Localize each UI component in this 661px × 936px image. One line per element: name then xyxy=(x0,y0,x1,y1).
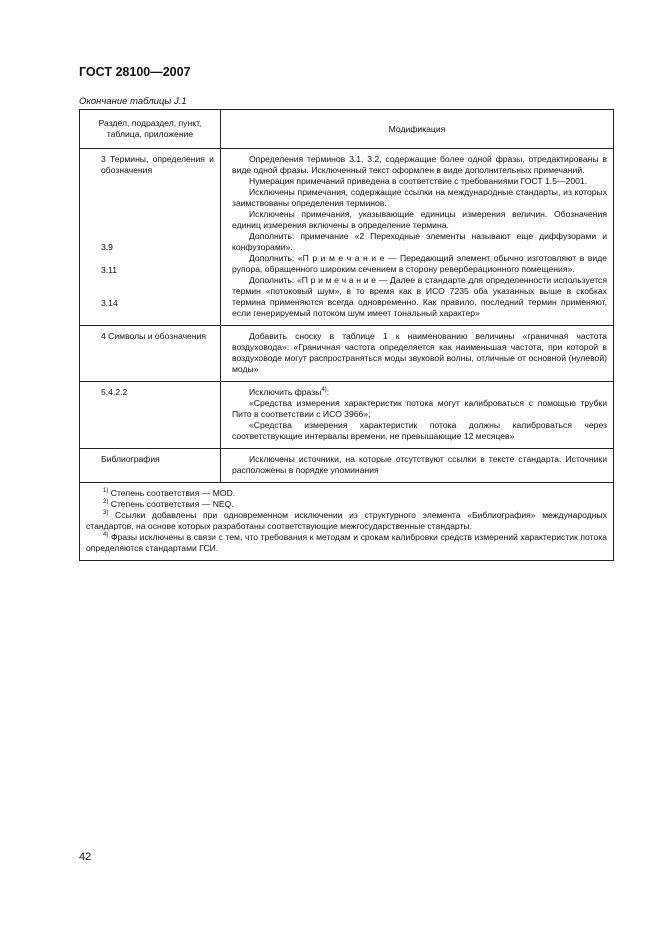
table-row xyxy=(80,449,614,483)
modification-text: Определения терминов 3.1, 3.2, содержащие более одной фразы, отредактированы в виде одной фразы. Исключенный текст оформлен в виде дополнительных примечаний. xyxy=(232,154,607,175)
modification-text: «Средства измерения характеристик потока могут калиброваться с помощью трубки Пито в соответствии с ИСО 3966»; xyxy=(232,398,607,419)
modification-table xyxy=(79,109,614,561)
footnote: $^{2)}$ Степень соответствия — NEQ. xyxy=(103,499,234,509)
table-caption: Окончание таблицы J.1 xyxy=(79,96,187,107)
modification-text: Нумерация примечаний приведена в соответствие с требованиями ГОСТ 1.5—2001. xyxy=(249,176,588,186)
table-header-row xyxy=(80,110,614,149)
document-title: ГОСТ 28100—2007 xyxy=(79,65,191,79)
modification-text: Исключены примечания, указывающие единицы измерения величин. Обозначения единиц измерения включены в определение термина. xyxy=(232,209,607,230)
section-label: Библиография xyxy=(101,454,160,464)
modification-text: Дополнить: «П р и м е ч а н и е — Передающий элемент обычно изготовляют в виде рупора, обращенного широким сечением в сторону реверберационного помещения». xyxy=(232,253,607,274)
section-cell xyxy=(80,449,221,483)
section-cell xyxy=(80,326,221,382)
section-label: 3.9 xyxy=(101,242,113,252)
modification-text: Исключены примечания, содержащие ссылки на международные стандарты, из которых заимствованы определения терминов. xyxy=(232,187,607,208)
table-row xyxy=(80,326,614,382)
section-label: 3.11 xyxy=(101,265,118,275)
footnotes-row xyxy=(80,483,614,561)
modification-cell xyxy=(221,449,614,483)
footnote-ref: 4) xyxy=(321,387,327,394)
table-row xyxy=(80,149,614,326)
section-cell xyxy=(80,382,221,449)
modification-text: «Средства измерения характеристик потока должны калиброваться через соответствующие интервалы времени, не превышающие 12 месяцев» xyxy=(232,420,607,441)
modification-text: Дополнить: «П р и м е ч а н и е — Далее в стандарте для определенности используется термин «потоковый шум», в то время как в ИСО 7235 оба указанных выше в скобках термина применяются всегда одновременно. Как правило, последний термин применяют, если генерируемый потоком шум имеет тональный характер» xyxy=(232,275,607,318)
section-cell xyxy=(80,149,221,326)
modification-cell xyxy=(221,149,614,326)
footnote: $^{4)}$ Фразы исключены в связи с тем, что требования к методам и срокам калибровки средств измерений характеристик потока определяются стандартами ГСИ. xyxy=(86,532,607,553)
footnote: $^{3)}$ Ссылки добавлены при одновременном исключении из структурного элемента «Библиография» международных стандартов, на основе которых разработаны соответствующие межгосударственные стандарты. xyxy=(86,510,607,531)
modification-cell xyxy=(221,326,614,382)
modification-cell xyxy=(221,382,614,449)
modification-text: Дополнить: примечание «2 Переходные элементы называют еще диффузорами и конфузорами». xyxy=(232,231,607,252)
section-label: 3.14 xyxy=(101,298,118,308)
section-label: 4 Символы и обозначения xyxy=(101,331,207,341)
modification-text: Добавить сноску в таблице 1 к наименованию величины «граничная частота воздуховода»: «Граничная частота определяется как наименьшая частота, при которой в воздуховоде могут распространяться моды звуковой волны, отличные от основной (нулевой) моды» xyxy=(232,331,607,374)
section-label: 5.4.2.2 xyxy=(101,387,128,397)
footnote: $^{1)}$ Степень соответствия — MOD. xyxy=(103,488,236,498)
column-header-section: Раздел, подраздел, пункт, таблица, приложение xyxy=(80,110,221,149)
section-label: 3 Термины, определения и обозначения xyxy=(101,154,214,175)
column-header-modification: Модификация xyxy=(221,110,614,149)
page-number: 42 xyxy=(79,851,92,863)
footnotes-cell xyxy=(80,483,614,561)
modification-text: Исключены источники, на которые отсутствуют ссылки в тексте стандарта. Источники расположены в порядке упоминания xyxy=(232,454,607,475)
modification-text: Исключить фразы$^{4)}$: xyxy=(249,387,330,397)
table-row xyxy=(80,382,614,449)
